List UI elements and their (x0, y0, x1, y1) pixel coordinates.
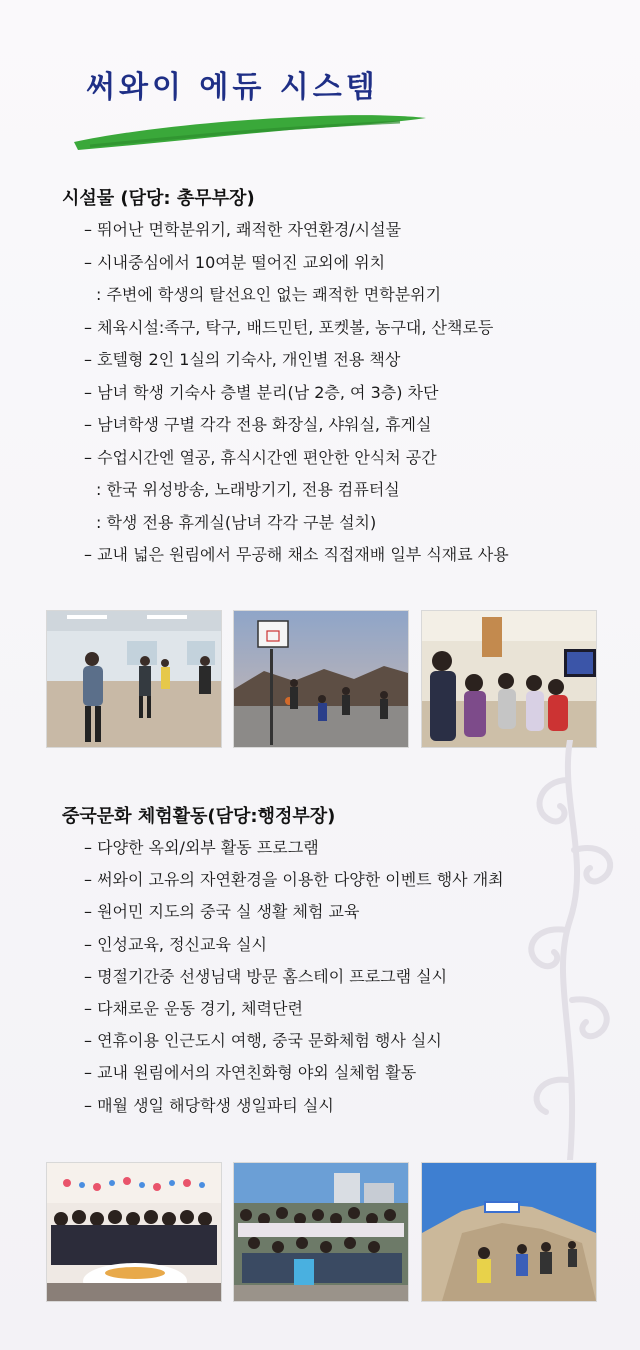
list-item: – 시내중심에서 10여분 떨어진 교외에 위치 (84, 252, 386, 272)
list-item: – 연휴이용 인근도시 여행, 중국 문화체험 행사 실시 (84, 1031, 442, 1051)
list-item: – 교내 원림에서의 자연친화형 야외 실체험 활동 (84, 1063, 417, 1083)
page-title: 써와이 에듀 시스템 (86, 70, 379, 105)
culture-heading: 중국문화 체험활동(담당:행정부장) (62, 806, 336, 827)
list-item: – 수업시간엔 열공, 휴식시간엔 편안한 안식처 공간 (84, 447, 437, 467)
basketball-photo (233, 610, 409, 748)
list-item: – 교내 넓은 원림에서 무공해 채소 직접재배 일부 식재료 사용 (84, 545, 509, 564)
list-item: – 체육시설:족구, 탁구, 배드민턴, 포켓볼, 농구대, 산책로등 (84, 317, 494, 337)
facilities-list (84, 214, 509, 572)
list-item: – 남녀 학생 기숙사 층별 분리(남 2층, 여 3층) 차단 (84, 382, 439, 402)
list-item: – 남녀학생 구별 각각 전용 화장실, 샤워실, 휴게실 (84, 415, 432, 434)
birthday-party-photo (46, 1162, 222, 1302)
gym-photo (46, 610, 222, 748)
facilities-heading: 시설물 (담당: 총무부장) (62, 188, 255, 209)
list-item: – 원어민 지도의 중국 실 생활 체험 교육 (84, 902, 360, 922)
list-item: – 다채로운 운동 경기, 체력단련 (84, 998, 303, 1018)
list-item: : 학생 전용 휴게실(남녀 각각 구분 설치) (96, 512, 377, 532)
list-item: – 매월 생일 해당학생 생일파티 실시 (84, 1095, 334, 1115)
list-item: – 명절기간중 선생님댁 방문 홈스테이 프로그램 실시 (84, 966, 448, 986)
green-brush-stroke (70, 102, 430, 156)
lounge-photo (421, 610, 597, 748)
list-item: – 써와이 고유의 자연환경을 이용한 다양한 이벤트 행사 개최 (84, 870, 504, 890)
list-item: – 인성교육, 정신교육 실시 (84, 934, 267, 954)
list-item: – 뛰어난 면학분위기, 쾌적한 자연환경/시설물 (84, 220, 402, 239)
hiking-trip-photo (421, 1162, 597, 1302)
group-outing-photo (233, 1162, 409, 1302)
culture-list (84, 832, 504, 1122)
list-item: : 주변에 학생의 탈선요인 없는 쾌적한 면학분위기 (96, 285, 442, 304)
list-item: – 호텔형 2인 1실의 기숙사, 개인별 전용 책상 (84, 350, 401, 369)
list-item: : 한국 위성방송, 노래방기기, 전용 컴퓨터실 (96, 480, 400, 499)
list-item: – 다양한 옥외/외부 활동 프로그램 (84, 838, 319, 857)
floral-swirl-decoration (500, 740, 640, 1160)
